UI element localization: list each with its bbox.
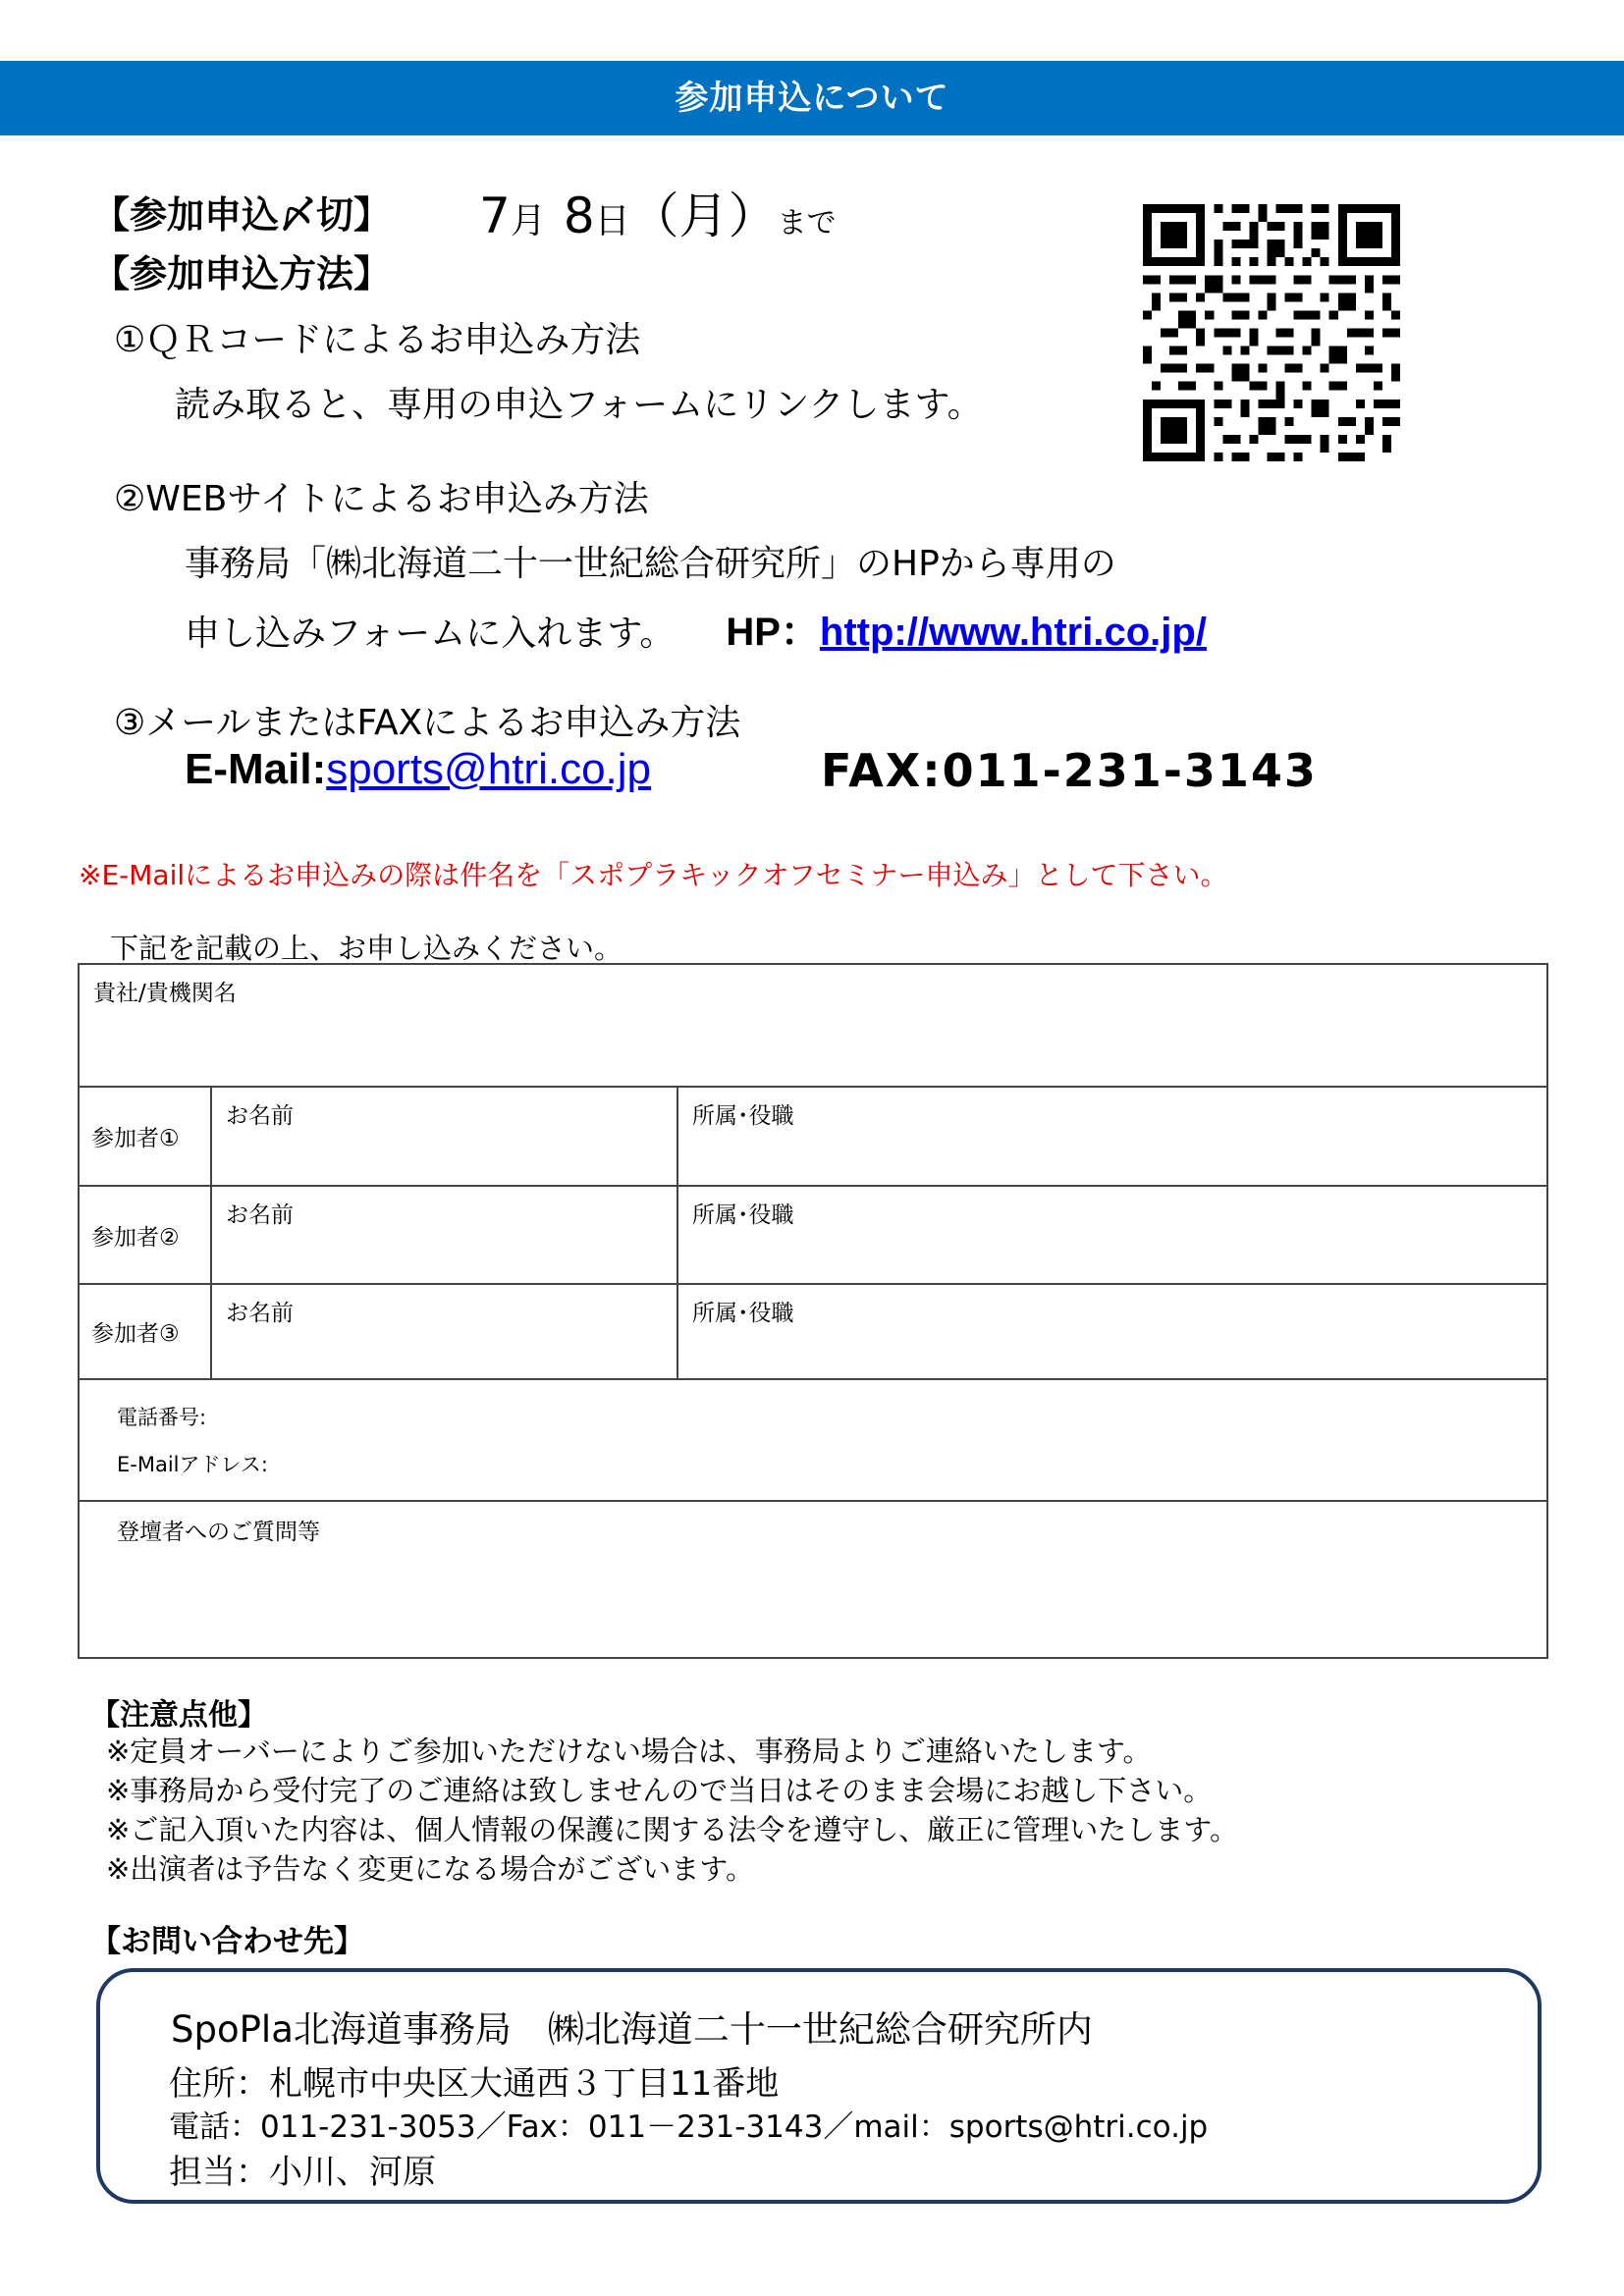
- company-field[interactable]: [79, 964, 1547, 1087]
- participant-1-label: 参加者①: [79, 1087, 211, 1186]
- participant-3-label: 参加者③: [79, 1284, 211, 1379]
- email-address-label: E-Mailアドレス:: [117, 1453, 268, 1476]
- contact-address: 住所：札幌市中央区大通西３丁目11番地: [169, 2064, 780, 2104]
- company-label: 貴社/貴機関名: [93, 981, 237, 1006]
- notes-heading: 【注意点他】: [90, 1698, 267, 1733]
- application-form: [78, 963, 1548, 1659]
- qr-method-title: ①ＱＲコードによるお申込み方法: [114, 320, 641, 360]
- participant-1-name-field[interactable]: [211, 1087, 677, 1186]
- deadline-month-unit: 月: [510, 201, 546, 241]
- contact-phone: 電話：011-231-3053／Fax：011－231-3143／mail：sports@htri.co.jp: [169, 2109, 1209, 2145]
- note-item: ※定員オーバーによりご参加いただけない場合は、事務局よりご連絡いたします。: [106, 1735, 1152, 1768]
- dept-label: 所属･役職: [692, 1103, 794, 1129]
- notes-list: [106, 1732, 1238, 1889]
- form-intro: 下記を記載の上、お申し込みください。: [110, 932, 623, 965]
- deadline-date: [479, 177, 837, 247]
- participant-2-label: 参加者②: [79, 1186, 211, 1284]
- web-method-desc-2: [185, 601, 1207, 657]
- qr-method-desc: 読み取ると、専用の申込フォームにリンクします。: [175, 385, 983, 425]
- phone-label: 電話番号:: [117, 1406, 207, 1429]
- web-method-title: ②WEBサイトによるお申込み方法: [114, 479, 649, 519]
- mail-method-title: ③メールまたはFAXによるお申込み方法: [114, 703, 741, 743]
- participant-2-name-field[interactable]: [211, 1186, 677, 1284]
- dept-label: 所属･役職: [692, 1202, 794, 1228]
- email-label: E-Mail:: [185, 745, 327, 793]
- contact-person: 担当：小川、河原: [169, 2153, 436, 2192]
- web-method-desc-2-text: 申し込みフォームに入れます。: [185, 614, 676, 654]
- email-line: [185, 744, 651, 794]
- contact-org: SpoPla北海道事務局 ㈱北海道二十一世紀総合研究所内: [171, 2008, 1093, 2051]
- deadline-month: 7: [479, 187, 511, 244]
- deadline-day: 8: [563, 187, 595, 244]
- method-heading: 【参加申込方法】: [92, 252, 392, 295]
- name-label: お名前: [226, 1202, 294, 1228]
- participant-2-dept-field[interactable]: [677, 1186, 1547, 1284]
- participant-3-name-field[interactable]: [211, 1284, 677, 1379]
- name-label: お名前: [226, 1301, 294, 1326]
- note-item: ※ご記入頂いた内容は、個人情報の保護に関する法令を遵守し、厳正に管理いたします。: [106, 1813, 1238, 1846]
- email-subject-note: ※E-Mailによるお申込みの際は件名を「スポプラキックオフセミナー申込み」として下さい。: [79, 859, 1228, 891]
- deadline-heading: [92, 185, 391, 239]
- dept-label: 所属･役職: [692, 1301, 794, 1326]
- deadline-suffix: まで: [777, 206, 837, 240]
- question-label: 登壇者へのご質問等: [117, 1520, 320, 1545]
- note-item: ※事務局から受付完了のご連絡は致しませんので当日はそのまま会場にお越し下さい。: [106, 1774, 1213, 1807]
- participant-3-dept-field[interactable]: [677, 1284, 1547, 1379]
- fax-number: FAX:011-231-3143: [821, 744, 1318, 797]
- hp-label: HP：: [726, 611, 820, 654]
- participant-1-dept-field[interactable]: [677, 1087, 1547, 1186]
- deadline-weekday: （月）: [629, 187, 778, 244]
- deadline-day-unit: 日: [594, 201, 630, 241]
- question-field[interactable]: [79, 1501, 1547, 1658]
- contact-fields[interactable]: [79, 1379, 1547, 1501]
- web-method-desc-1: 事務局「㈱北海道二十一世紀総合研究所」のHPから専用の: [185, 544, 1116, 584]
- deadline-label: 【参加申込〆切】: [92, 193, 392, 237]
- contact-heading: 【お問い合わせ先】: [90, 1924, 364, 1959]
- note-item: ※出演者は予告なく変更になる場合がございます。: [106, 1852, 754, 1886]
- qr-code-icon: [1143, 204, 1400, 461]
- email-link[interactable]: sports@htri.co.jp: [326, 745, 652, 793]
- contact-box: [96, 1968, 1542, 2204]
- section-banner: 参加申込について: [0, 61, 1624, 135]
- name-label: お名前: [226, 1103, 294, 1129]
- hp-link[interactable]: http://www.htri.co.jp/: [819, 611, 1207, 654]
